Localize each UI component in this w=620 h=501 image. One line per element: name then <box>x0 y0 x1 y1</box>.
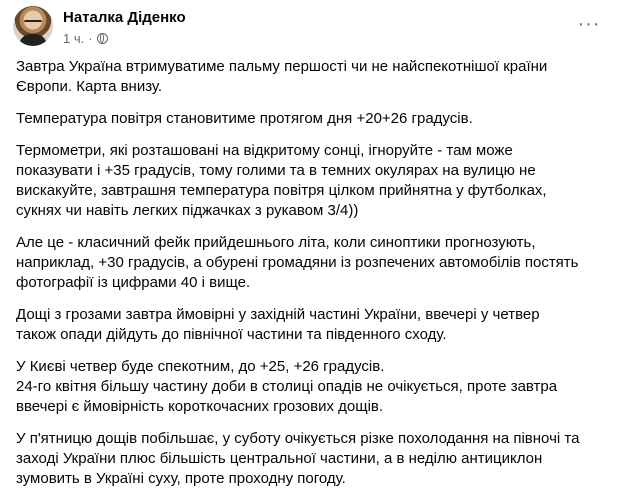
author-name[interactable]: Наталка Діденко <box>63 9 186 26</box>
more-options-button[interactable] <box>571 6 607 42</box>
paragraph-line: 24-го квітня більшу частину доби в столиці опадів не очікується, проте завтра <box>16 378 558 395</box>
paragraph-line: ввечері є ймовірність короткочасних грозових дощів. <box>16 398 384 415</box>
paragraph-line: Температура повітря становитиме протягом дня +20+26 градусів. <box>16 110 473 127</box>
paragraph-line: Термометри, які розташовані на відкритому сонці, ігноруйте - там може <box>16 142 513 159</box>
post-paragraph <box>16 233 608 293</box>
post-paragraph <box>16 357 608 417</box>
post-paragraph <box>16 57 608 97</box>
avatar-body <box>19 34 47 46</box>
post-body <box>16 57 608 501</box>
post-paragraph <box>16 305 608 345</box>
paragraph-line: зумовить в Україні суху, проте проходну погоду. <box>16 470 346 487</box>
post-meta <box>63 31 108 46</box>
paragraph-line: заході України плюс більшість центральної частини, а в неділю антициклон <box>16 450 543 467</box>
paragraph-line: сукнях чи навіть легких піджачках з рукавом 3/4)) <box>16 202 359 219</box>
post-time[interactable]: 1 ч. <box>63 31 85 46</box>
paragraph-line: також опади дійдуть до північної частини та південного сходу. <box>16 326 447 343</box>
post-paragraph <box>16 429 608 489</box>
globe-icon[interactable] <box>97 33 108 44</box>
paragraph-line: показувати і +35 градусів, тому голими та в темних окулярах на вулицю не <box>16 162 536 179</box>
paragraph-line: вискакуйте, завтрашня температура повітря цілком прийнятна у футболках, <box>16 182 547 199</box>
post-header <box>13 6 607 50</box>
more-dots-icon: ··· <box>577 12 601 35</box>
paragraph-line: фотографії із цифрами 40 і вище. <box>16 274 251 291</box>
post-paragraph <box>16 141 608 221</box>
paragraph-line: У п'ятницю дощів побільшає, у суботу очікується різке похолодання на півночі та <box>16 430 580 447</box>
meta-separator: · <box>88 31 93 46</box>
paragraph-line: Дощі з грозами завтра ймовірні у західній частині України, ввечері у четвер <box>16 306 540 323</box>
paragraph-line: наприклад, +30 градусів, а обурені громадяни із розпечених автомобілів постять <box>16 254 579 271</box>
paragraph-line: Завтра Україна втримуватиме пальму першості чи не найспекотнішої країни <box>16 58 548 75</box>
post-paragraph <box>16 109 608 129</box>
paragraph-line: Європи. Карта внизу. <box>16 78 163 95</box>
avatar[interactable] <box>13 6 53 46</box>
avatar-glasses <box>24 20 42 27</box>
paragraph-line: У Києві четвер буде спекотним, до +25, +26 градусів. <box>16 358 385 375</box>
paragraph-line: Але це - класичний фейк прийдешнього літа, коли синоптики прогнозують, <box>16 234 536 251</box>
